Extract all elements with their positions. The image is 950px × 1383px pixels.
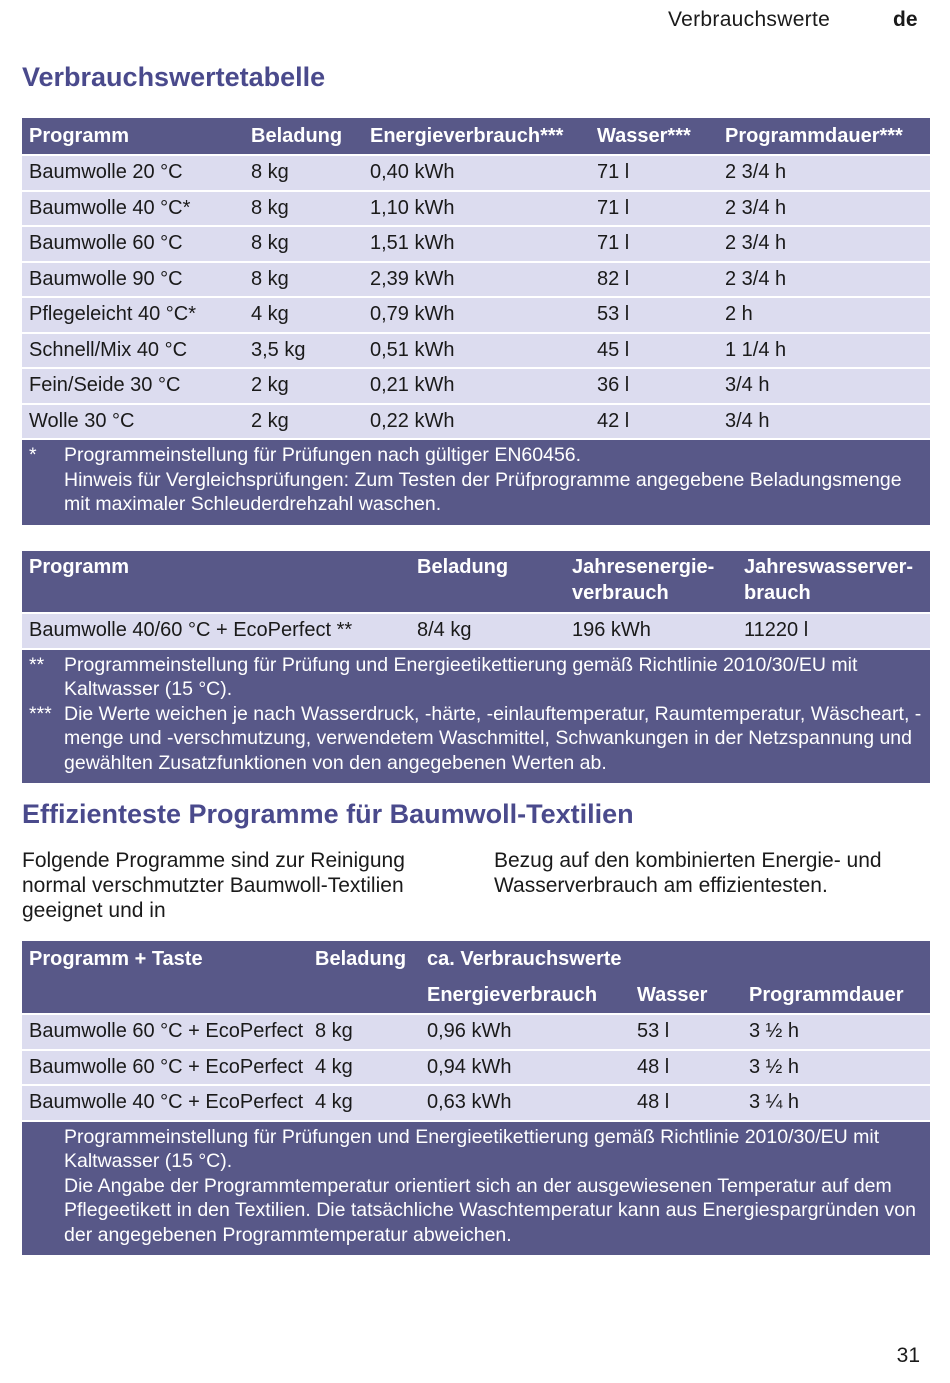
table-row — [22, 1015, 930, 1051]
cell-annual-energy: 196 kWh — [565, 614, 737, 650]
cell-water: 53 l — [590, 298, 718, 334]
cell-duration: 3 ½ h — [742, 1015, 930, 1051]
col-header-programm-taste: Programm + Taste — [22, 941, 308, 977]
cell-energy: 0,96 kWh — [420, 1015, 630, 1051]
table-row — [22, 156, 930, 192]
table-row — [22, 334, 930, 370]
table-row — [22, 1051, 930, 1087]
cell-load: 4 kg — [244, 298, 363, 334]
cell-energy: 0,63 kWh — [420, 1086, 630, 1122]
footnote-mark: * — [29, 444, 37, 466]
header-language: de — [893, 8, 918, 31]
footnote-mark: ** — [29, 653, 45, 676]
footnote — [29, 653, 930, 702]
cell-program: Pflegeleicht 40 °C* — [22, 298, 244, 334]
col-header-empty — [22, 977, 308, 1015]
cell-energy: 0,94 kWh — [420, 1051, 630, 1087]
header-line: Jahreswasserver- — [744, 556, 914, 578]
table-footnote-row — [22, 440, 930, 525]
col-header-wasser: Wasser*** — [590, 118, 718, 156]
cell-load: 4 kg — [308, 1086, 420, 1122]
col-header-programm: Programm — [22, 118, 244, 156]
cell-energy: 2,39 kWh — [363, 263, 590, 299]
col-header-jahreswasser — [737, 551, 930, 614]
cell-program: Baumwolle 60 °C + EcoPerfect — [22, 1051, 308, 1087]
footnote — [29, 1125, 930, 1248]
footnote-text: Die Werte weichen je nach Wasserdruck, -härte, -einlauftemperatur, Raumtemperatur, Wäscheart, -menge und -verschmutzung, verwendetem Waschmittel, Schwankungen in der Netzspannung und gewählten Zusatzfunktionen von den angegebenen Werten ab. — [64, 702, 922, 774]
header-line: verbrauch — [572, 582, 669, 604]
cell-water: 71 l — [590, 227, 718, 263]
cell-load: 2 kg — [244, 369, 363, 405]
cell-load: 2 kg — [244, 405, 363, 441]
footnote-line: Programmeinstellung für Prüfungen und Energieetikettierung gemäß Richtlinie 2010/30/EU mit Kaltwasser (15 °C). — [64, 1125, 880, 1172]
cell-annual-water: 11220 l — [737, 614, 930, 650]
cell-load: 3,5 kg — [244, 334, 363, 370]
intro-text-left: Folgende Programme sind zur Reinigung normal verschmutzter Baumwoll-Textilien geeignet und in — [22, 849, 405, 922]
cell-water: 82 l — [590, 263, 718, 299]
table-footnote-row — [22, 1122, 930, 1256]
cell-duration: 2 3/4 h — [718, 156, 930, 192]
section-title: Effizienteste Programme für Baumwoll-Textilien — [22, 799, 634, 829]
cell-program: Baumwolle 40 °C + EcoPerfect — [22, 1086, 308, 1122]
cell-energy: 0,21 kWh — [363, 369, 590, 405]
table-header-row — [22, 941, 930, 977]
cell-duration: 2 3/4 h — [718, 192, 930, 228]
table-header-row — [22, 118, 930, 156]
footnote-line: Programmeinstellung für Prüfungen nach gültiger EN60456. — [64, 444, 582, 466]
cell-duration: 2 h — [718, 298, 930, 334]
col-header-energie: Energieverbrauch — [420, 977, 630, 1015]
cell-program: Baumwolle 60 °C — [22, 227, 244, 263]
cell-energy: 0,22 kWh — [363, 405, 590, 441]
cell-program: Fein/Seide 30 °C — [22, 369, 244, 405]
cell-program: Baumwolle 60 °C + EcoPerfect — [22, 1015, 308, 1051]
annual-consumption-table — [22, 551, 930, 783]
footnote-text — [64, 1125, 930, 1248]
cell-duration: 3/4 h — [718, 405, 930, 441]
page-title: Verbrauchswertetabelle — [22, 62, 326, 92]
cell-program: Baumwolle 40/60 °C + EcoPerfect ** — [22, 614, 410, 650]
footnote-mark: *** — [29, 702, 52, 725]
col-header-dauer: Programmdauer*** — [718, 118, 930, 156]
col-header-jahresenergie — [565, 551, 737, 614]
col-header-beladung: Beladung — [308, 941, 420, 977]
cell-program: Baumwolle 90 °C — [22, 263, 244, 299]
cell-energy: 1,10 kWh — [363, 192, 590, 228]
footnote-line: Hinweis für Vergleichsprüfungen: Zum Testen der Prüfprogramme angegebene Beladungsmenge mit maximaler Schleuderdrehzahl waschen. — [64, 468, 902, 515]
cell-water: 48 l — [630, 1051, 742, 1087]
table-row — [22, 227, 930, 263]
table-footnote-row — [22, 650, 930, 784]
cell-load: 8/4 kg — [410, 614, 565, 650]
cell-duration: 2 3/4 h — [718, 263, 930, 299]
cell-energy: 1,51 kWh — [363, 227, 590, 263]
table-row — [22, 298, 930, 334]
table-row — [22, 369, 930, 405]
footnote — [29, 702, 930, 776]
cell-duration: 3 ½ h — [742, 1051, 930, 1087]
cell-energy: 0,40 kWh — [363, 156, 590, 192]
col-header-empty — [308, 977, 420, 1015]
col-header-programm: Programm — [22, 551, 410, 614]
header-section-title: Verbrauchswerte — [668, 8, 831, 31]
footnote-indent — [29, 1125, 64, 1248]
cell-duration: 1 1/4 h — [718, 334, 930, 370]
table-header-row — [22, 551, 930, 614]
cell-water: 53 l — [630, 1015, 742, 1051]
footnote-text: Programmeinstellung für Prüfung und Energieetikettierung gemäß Richtlinie 2010/30/EU mit Kaltwasser (15 °C). — [64, 653, 858, 700]
cell-load: 8 kg — [308, 1015, 420, 1051]
cell-water: 45 l — [590, 334, 718, 370]
table-row — [22, 263, 930, 299]
cell-duration: 2 3/4 h — [718, 227, 930, 263]
col-header-beladung: Beladung — [410, 551, 565, 614]
cell-water: 48 l — [630, 1086, 742, 1122]
table-header-row — [22, 977, 930, 1015]
cell-water: 36 l — [590, 369, 718, 405]
cell-load: 8 kg — [244, 263, 363, 299]
table-row — [22, 1086, 930, 1122]
col-header-beladung: Beladung — [244, 118, 363, 156]
footnote-text — [64, 443, 930, 517]
footnote-line: Die Angabe der Programmtemperatur orientiert sich an der ausgewiesenen Temperatur auf dem Pflegeetikett in den Textilien. Die tatsächliche Waschtemperatur kann aus Energiespargründen von der angegebenen Programmtemperatur abweichen. — [64, 1174, 916, 1246]
col-header-energie: Energieverbrauch*** — [363, 118, 590, 156]
cell-water: 42 l — [590, 405, 718, 441]
cell-program: Wolle 30 °C — [22, 405, 244, 441]
consumption-table — [22, 118, 930, 525]
table-row — [22, 405, 930, 441]
cell-load: 8 kg — [244, 192, 363, 228]
header-line: Jahresenergie- — [572, 556, 715, 578]
cell-energy: 0,51 kWh — [363, 334, 590, 370]
cell-load: 8 kg — [244, 227, 363, 263]
footnote — [29, 443, 930, 517]
intro-text-right: Bezug auf den kombinierten Energie- und Wasserverbrauch am effizientesten. — [494, 849, 882, 897]
col-header-verbrauchswerte: ca. Verbrauchswerte — [420, 941, 930, 977]
efficient-programs-table — [22, 941, 930, 1255]
cell-water: 71 l — [590, 192, 718, 228]
cell-load: 8 kg — [244, 156, 363, 192]
cell-program: Baumwolle 20 °C — [22, 156, 244, 192]
table-row — [22, 614, 930, 650]
cell-water: 71 l — [590, 156, 718, 192]
cell-energy: 0,79 kWh — [363, 298, 590, 334]
cell-duration: 3 ¼ h — [742, 1086, 930, 1122]
table-row — [22, 192, 930, 228]
cell-duration: 3/4 h — [718, 369, 930, 405]
cell-program: Schnell/Mix 40 °C — [22, 334, 244, 370]
col-header-wasser: Wasser — [630, 977, 742, 1015]
col-header-dauer: Programmdauer — [742, 977, 930, 1015]
cell-program: Baumwolle 40 °C* — [22, 192, 244, 228]
header-line: brauch — [744, 582, 811, 604]
page-number: 31 — [896, 1344, 920, 1367]
cell-load: 4 kg — [308, 1051, 420, 1087]
